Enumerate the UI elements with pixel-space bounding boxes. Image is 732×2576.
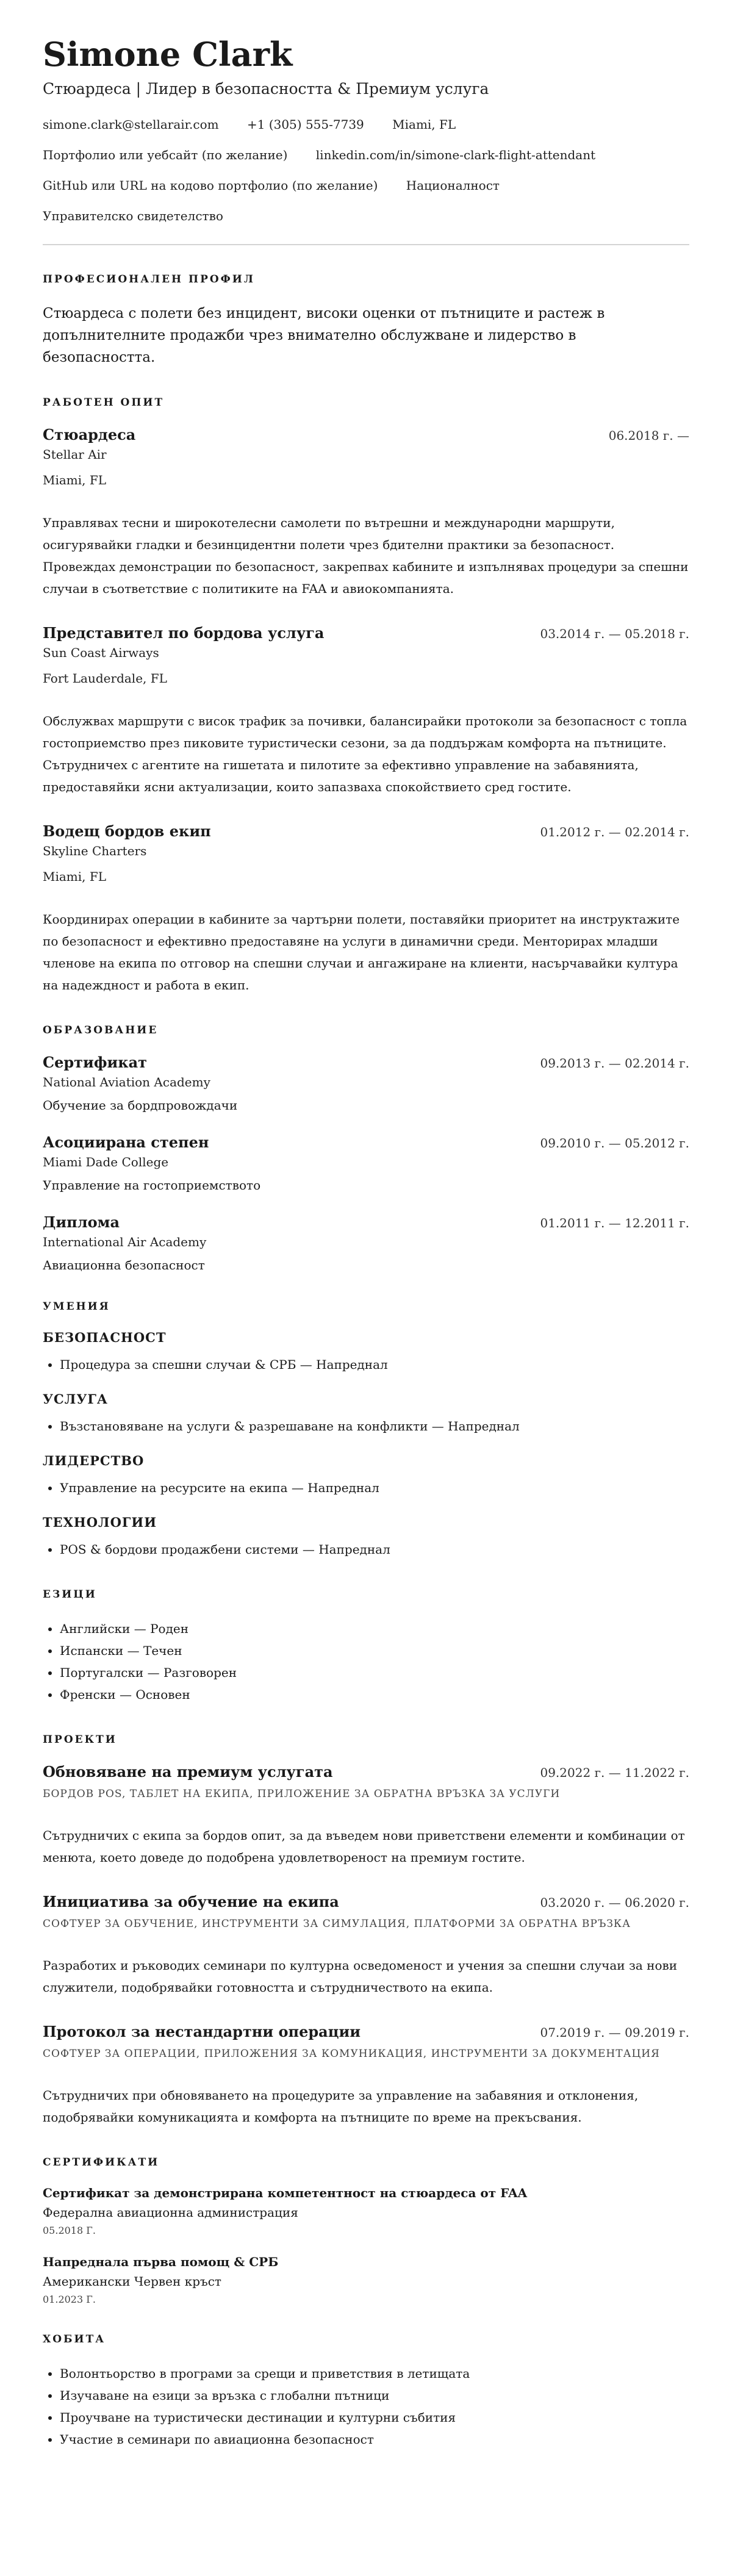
hobby-item: • Волонтьорство в програми за срещи и приветствия в летищата xyxy=(60,2363,689,2384)
project-date: 09.2022 г. — 11.2022 г. xyxy=(540,1765,689,1781)
education-entry xyxy=(43,1053,689,1113)
language-item: • Френски — Основен xyxy=(60,1684,689,1706)
job-date: 06.2018 г. — xyxy=(608,428,689,443)
github-link[interactable]: GitHub или URL на кодово портфолио (по желание) xyxy=(43,178,378,193)
location-text: Miami, FL xyxy=(392,117,456,132)
section-title-experience: РАБОТЕН ОПИТ xyxy=(43,396,165,409)
skill-item: • Управление на ресурсите на екипа — Напреднал xyxy=(60,1477,689,1499)
headline: Стюардеса | Лидер в безопасността & Премиум услуга xyxy=(43,80,489,98)
education-school: Miami Dade College xyxy=(43,1155,169,1170)
project-date: 03.2020 г. — 06.2020 г. xyxy=(540,1895,689,1910)
education-entry xyxy=(43,1213,689,1272)
contact-line-2 xyxy=(43,148,689,162)
job-location: Miami, FL xyxy=(43,869,107,884)
education-school: National Aviation Academy xyxy=(43,1075,210,1090)
certification-date: 01.2023 Г. xyxy=(43,2294,96,2306)
section-title-education: ОБРАЗОВАНИЕ xyxy=(43,1024,159,1037)
education-degree: Асоциирана степен xyxy=(43,1133,209,1152)
experience-section xyxy=(43,396,689,996)
experience-entry xyxy=(43,426,689,600)
projects-section xyxy=(43,1734,689,2128)
section-title-summary: ПРОФЕСИОНАЛЕН ПРОФИЛ xyxy=(43,273,255,286)
certification-entry xyxy=(43,2255,689,2305)
education-degree: Сертификат xyxy=(43,1053,148,1072)
certification-name: Напреднала първа помощ & СРБ xyxy=(43,2255,279,2270)
contact-line-1 xyxy=(43,117,689,132)
skill-category-name: УСЛУГА xyxy=(43,1391,108,1407)
education-date: 01.2011 г. — 12.2011 г. xyxy=(540,1216,689,1231)
job-company: Skyline Charters xyxy=(43,844,147,859)
skills-section xyxy=(43,1301,689,1560)
education-field: Авиационна безопасност xyxy=(43,1258,205,1273)
certifications-section xyxy=(43,2156,689,2305)
job-location: Fort Lauderdale, FL xyxy=(43,671,167,686)
skill-category xyxy=(43,1515,689,1560)
project-tech: СОФТУЕР ЗА ОБУЧЕНИЕ, ИНСТРУМЕНТИ ЗА СИМУЛАЦИЯ, ПЛАТФОРМИ ЗА ОБРАТНА ВРЪЗКА xyxy=(43,1918,631,1931)
languages-list xyxy=(43,1618,689,1706)
skill-item: • POS & бордови продажбени системи — Напреднал xyxy=(60,1538,689,1560)
education-degree: Диплома xyxy=(43,1213,120,1232)
skill-item: • Процедура за спешни случаи & СРБ — Напреднал xyxy=(60,1354,689,1376)
project-description: Разработих и ръководих семинари по културна осведоменост и учения за спешни случаи за нови служители, подобрявайки готовността и сътрудничеството на екипа. xyxy=(43,1958,678,1995)
resume-header xyxy=(43,37,689,223)
project-tech: БОРДОВ POS, ТАБЛЕТ НА ЕКИПА, ПРИЛОЖЕНИЕ ЗА ОБРАТНА ВРЪЗКА ЗА УСЛУГИ xyxy=(43,1788,561,1801)
section-title-certifications: СЕРТИФИКАТИ xyxy=(43,2156,160,2169)
skill-category xyxy=(43,1330,689,1376)
header-divider xyxy=(43,244,689,245)
education-section xyxy=(43,1024,689,1272)
job-location: Miami, FL xyxy=(43,473,107,488)
education-field: Управление на гостоприемството xyxy=(43,1178,261,1193)
summary-text: Стюардеса с полети без инцидент, високи оценки от пътниците и растеж в допълнителните продажби чрез внимателно обслужване и лидерство в безопасността. xyxy=(43,306,605,366)
education-date: 09.2010 г. — 05.2012 г. xyxy=(540,1136,689,1151)
hobby-item: • Участие в семинари по авиационна безопасност xyxy=(60,2428,689,2450)
nationality-text: Националност xyxy=(406,178,500,193)
phone-text: +1 (305) 555-7739 xyxy=(246,117,364,132)
project-name: Протокол за нестандартни операции xyxy=(43,2023,361,2041)
contact-line-3 xyxy=(43,178,689,193)
project-entry xyxy=(43,1763,689,1868)
hobby-item: • Изучаване на езици за връзка с глобални пътници xyxy=(60,2384,689,2406)
section-title-hobbies: ХОБИТА xyxy=(43,2333,106,2346)
skill-category-name: ЛИДЕРСТВО xyxy=(43,1453,145,1469)
project-tech: СОФТУЕР ЗА ОПЕРАЦИИ, ПРИЛОЖЕНИЯ ЗА КОМУНИКАЦИЯ, ИНСТРУМЕНТИ ЗА ДОКУМЕНТАЦИЯ xyxy=(43,2048,660,2061)
section-title-projects: ПРОЕКТИ xyxy=(43,1734,117,1746)
job-company: Stellar Air xyxy=(43,447,107,462)
skill-category xyxy=(43,1391,689,1437)
person-name: Simone Clark xyxy=(43,35,293,74)
language-item: • Португалски — Разговорен xyxy=(60,1662,689,1684)
project-description: Сътрудничих при обновяването на процедурите за управление на забавяния и отклонения, подобрявайки комуникацията и комфорта на пътниците по време на прекъсвания. xyxy=(43,2088,639,2125)
certification-date: 05.2018 Г. xyxy=(43,2225,96,2237)
hobbies-list xyxy=(43,2363,689,2450)
language-item: • Испански — Течен xyxy=(60,1640,689,1662)
email-link[interactable]: simone.clark@stellarair.com xyxy=(43,117,219,132)
hobbies-section xyxy=(43,2333,689,2450)
job-company: Sun Coast Airways xyxy=(43,645,159,661)
job-description: Координирах операции в кабините за чартърни полети, поставяйки приоритет на инструктажите по безопасност и ефективно предоставяне на услуги в динамични среди. Менторирах младши членове на екипа по отговор на спешни случаи и ангажиране на клиенти, насърчавайки култура на надеждност и работа в екип. xyxy=(43,912,680,993)
project-entry xyxy=(43,1893,689,1998)
job-date: 01.2012 г. — 02.2014 г. xyxy=(540,825,689,840)
experience-entry xyxy=(43,822,689,996)
job-date: 03.2014 г. — 05.2018 г. xyxy=(540,626,689,642)
project-name: Инициатива за обучение на екипа xyxy=(43,1893,339,1911)
project-description: Сътрудничих с екипа за бордов опит, за да въведем нови приветствени елементи и комбинации от менюта, което доведе до подобрена удовлетвореност на премиум гостите. xyxy=(43,1828,685,1865)
project-date: 07.2019 г. — 09.2019 г. xyxy=(540,2025,689,2040)
contact-line-4 xyxy=(43,209,689,223)
education-school: International Air Academy xyxy=(43,1235,207,1250)
job-title: Водещ бордов екип xyxy=(43,822,211,841)
job-title: Стюардеса xyxy=(43,426,136,444)
license-text: Управителско свидетелство xyxy=(43,209,223,224)
summary-section xyxy=(43,273,689,368)
education-date: 09.2013 г. — 02.2014 г. xyxy=(540,1056,689,1071)
skill-item: • Възстановяване на услуги & разрешаване на конфликти — Напреднал xyxy=(60,1415,689,1437)
certification-issuer: Федерална авиационна администрация xyxy=(43,2205,298,2220)
education-field: Обучение за бордпровождачи xyxy=(43,1098,238,1113)
hobby-item: • Проучване на туристически дестинации и културни събития xyxy=(60,2406,689,2428)
certification-name: Сертификат за демонстрирана компетентност на стюардеса от FAA xyxy=(43,2186,528,2201)
certification-entry xyxy=(43,2186,689,2236)
education-entry xyxy=(43,1133,689,1193)
section-title-languages: ЕЗИЦИ xyxy=(43,1588,97,1601)
section-title-skills: УМЕНИЯ xyxy=(43,1301,110,1313)
skill-category xyxy=(43,1453,689,1499)
experience-entry xyxy=(43,624,689,798)
job-description: Управлявах тесни и широкотелесни самолети по вътрешни и международни маршрути, осигурявайки гладки и безинцидентни полети чрез бдителни практики за безопасност. Провеждах демонстрации по безопасност, закрепвах кабините и изпълнявах процедури за спешни случаи в съответствие с политиките на FAA и авиокомпанията. xyxy=(43,515,689,597)
certification-issuer: Американски Червен кръст xyxy=(43,2274,221,2289)
job-description: Обслужвах маршрути с висок трафик за почивки, балансирайки протоколи за безопасност с топла гостоприемство през пиковите туристически сезони, за да поддържам комфорта на пътниците. Сътрудничех с агентите на гишетата и пилотите за ефективно управление на забавянията, предоставяйки ясни актуализации, които запазваха спокойствието сред гостите. xyxy=(43,714,687,795)
language-item: • Английски — Роден xyxy=(60,1618,689,1640)
linkedin-link[interactable]: linkedin.com/in/simone-clark-flight-attendant xyxy=(315,148,596,163)
portfolio-link[interactable]: Портфолио или уебсайт (по желание) xyxy=(43,148,288,163)
languages-section xyxy=(43,1588,689,1706)
project-entry xyxy=(43,2023,689,2128)
project-name: Обновяване на премиум услугата xyxy=(43,1763,333,1781)
skill-category-name: ТЕХНОЛОГИИ xyxy=(43,1515,157,1530)
skill-category-name: БЕЗОПАСНОСТ xyxy=(43,1330,167,1346)
job-title: Представител по бордова услуга xyxy=(43,624,325,642)
